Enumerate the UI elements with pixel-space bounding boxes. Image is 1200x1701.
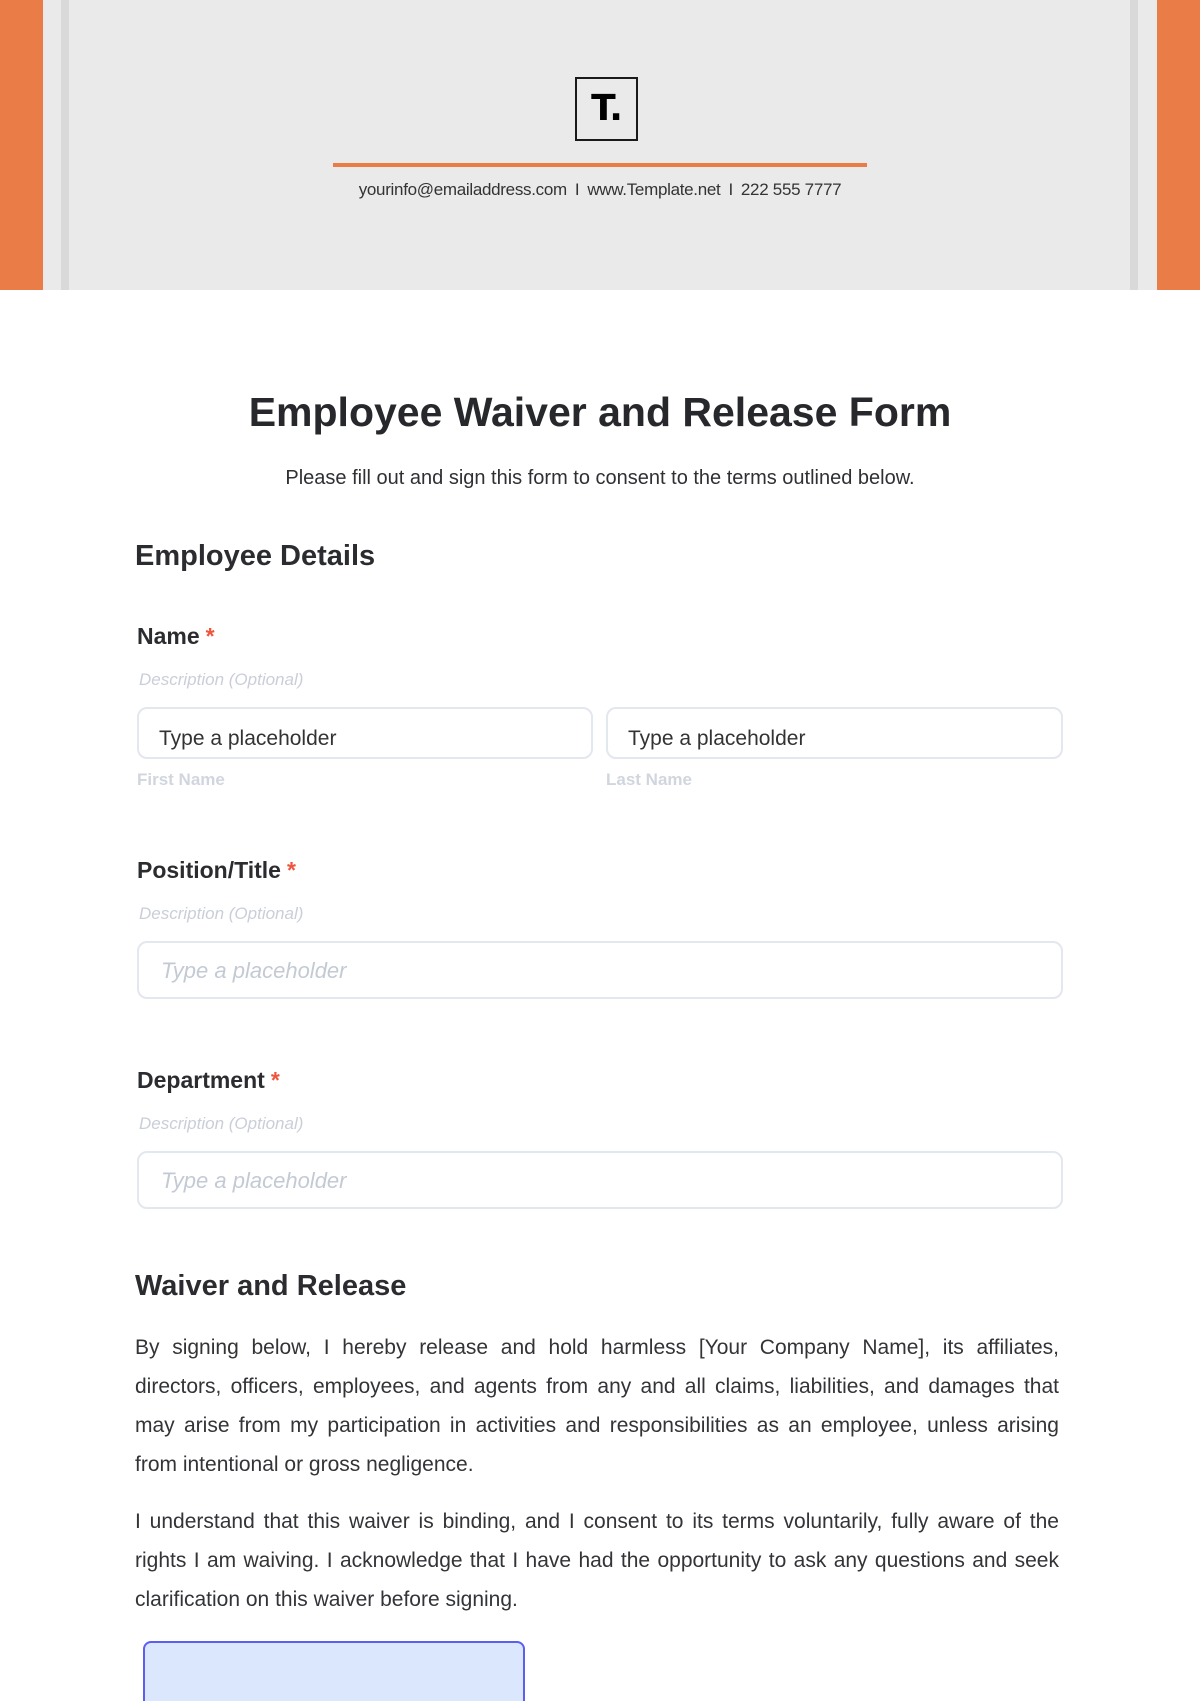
contact-phone: 222 555 7777 [740,180,842,199]
left-accent-bar [0,0,43,290]
header-divider [333,163,867,167]
section-heading-employee-details: Employee Details [135,540,376,572]
position-label-text: Position/Title [137,857,281,883]
last-name-input[interactable] [606,707,1063,759]
letterhead [0,0,1200,290]
name-description: Description (Optional) [139,670,304,689]
contact-website: www.Template.net [587,180,721,199]
contact-info [0,180,1200,200]
logo-icon [575,77,638,141]
logo-text: T. [591,88,622,129]
waiver-paragraph-1: By signing below, I hereby release and hold harmless [Your Company Name], its affiliates, directors, officers, employees, and agents from any and all claims, liabilities, and damages that may arise from my participation in activities and responsibilities as an employee, unless arising from intentional or gross negligence. [135,1336,1059,1476]
left-stripe [61,0,69,290]
right-stripe [1130,0,1138,290]
position-placeholder: Type a placeholder [161,958,347,983]
name-label [137,623,215,650]
last-name-sublabel: Last Name [606,770,692,789]
contact-separator: I [728,180,733,199]
last-name-value: Type a placeholder [628,727,806,750]
position-input[interactable] [137,941,1063,999]
section-heading-waiver: Waiver and Release [135,1270,407,1302]
required-asterisk: * [205,623,215,649]
department-label [137,1067,280,1094]
name-label-text: Name [137,623,200,649]
department-input[interactable] [137,1151,1063,1209]
position-description: Description (Optional) [139,904,304,923]
contact-email: yourinfo@emailaddress.com [358,180,567,199]
first-name-sublabel: First Name [137,770,225,789]
contact-separator: I [574,180,580,199]
required-asterisk: * [286,857,296,883]
position-label [137,857,296,884]
department-placeholder: Type a placeholder [161,1168,347,1193]
required-asterisk: * [270,1067,280,1093]
right-accent-bar [1157,0,1200,290]
department-description: Description (Optional) [139,1114,304,1133]
signature-field[interactable] [143,1641,525,1701]
form-title: Employee Waiver and Release Form [248,389,952,435]
department-label-text: Department [137,1067,265,1093]
first-name-input[interactable] [137,707,593,759]
form-subtitle: Please fill out and sign this form to consent to the terms outlined below. [285,467,915,489]
waiver-paragraph-2: I understand that this waiver is binding, and I consent to its terms voluntarily, fully aware of the rights I am waiving. I acknowledge that I have had the opportunity to ask any questions and seek clarification on this waiver before signing. [135,1510,1059,1611]
first-name-value: Type a placeholder [159,727,337,750]
